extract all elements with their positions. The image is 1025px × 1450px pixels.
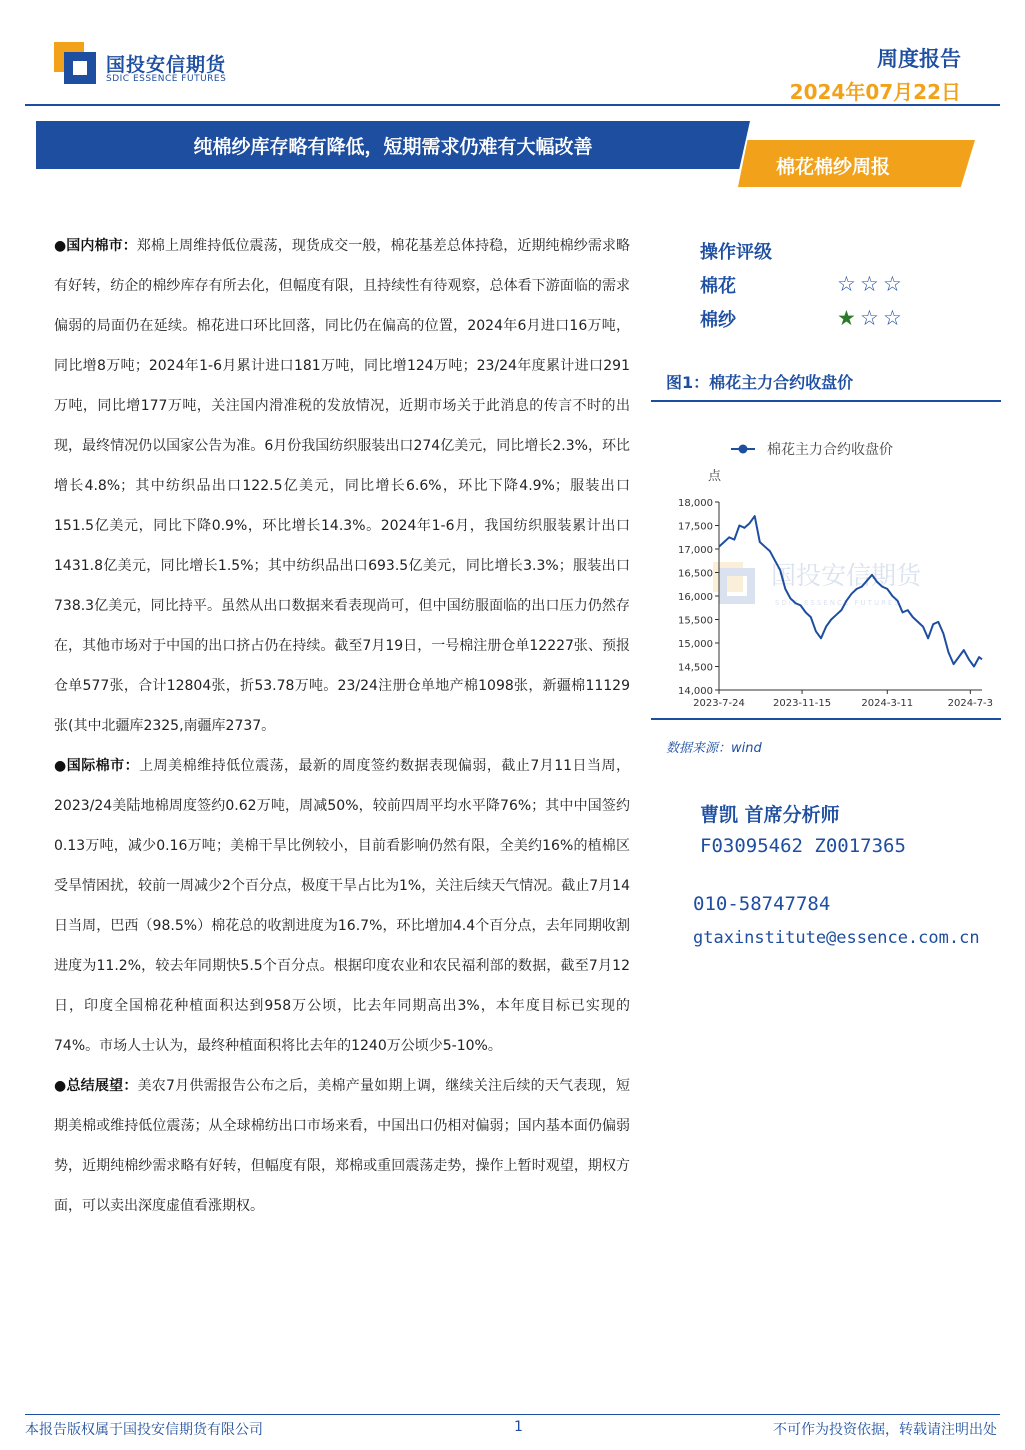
section-label: ●国内棉市： (54, 238, 137, 254)
report-date: 2024年07月22日 (789, 80, 961, 104)
footer-divider (25, 1414, 1000, 1415)
star-icon: ☆ (883, 272, 902, 296)
watermark-text: 国投安信期货 (771, 561, 922, 590)
star-icon: ☆ (860, 306, 879, 330)
header-divider (25, 104, 1000, 106)
series-line-cotton-price (719, 516, 982, 666)
paragraph-outlook (54, 1066, 630, 1226)
y-tick-label: 16,500 (678, 568, 713, 580)
y-tick-label: 18,000 (678, 498, 713, 509)
rating-stars (837, 272, 906, 296)
y-tick-label: 17,000 (678, 545, 713, 556)
x-tick-label: 2023-7-24 (693, 698, 745, 709)
x-tick-label: 2023-11-15 (772, 698, 832, 709)
rating-title: 操作评级 (700, 242, 772, 263)
rating-item-label: 棉纱 (700, 310, 736, 331)
paragraph-text: 郑棉上周维持低位震荡，现货成交一般，棉花基差总体持稳，近期纯棉纱需求略有好转，纺企的棉纱库存有所去化，但幅度有限，且持续性有待观察，总体看下游面临的需求偏弱的局面仍在延续。棉花进口环比回落，同比仍在偏高的位置，2024年6月进口16万吨，同比增8万吨；2024年1-6月累计进口181万吨，同比增124万吨；23/24年度累计进口291万吨，同比增177万吨，关注国内滑准税的发放情况，近期市场关于此消息的传言不时的出现，最终情况仍以国家公告为准。6月份我国纺织服装出口274亿美元，同比增长2.3%，环比增长4.8%；其中纺织品出口122.5亿美元，同比增长6.6%，环比下降4.9%；服装出口151.5亿美元，同比下降0.9%，环比增长14.3%。2024年1-6月，我国纺织服装累计出口1431.8亿美元，同比增长1.5%；其中纺织品出口693.5亿美元，同比增长3.3%；服装出口738.3亿美元，同比持平。虽然从出口数据来看表现尚可，但中国纺服面临的出口压力仍然存在，其他市场对于中国的出口挤占仍在持续。截至7月19日，一号棉注册仓单12227张、预报仓单577张，合计12804张，折53.78万吨。23/24注册仓单地产棉1098张，新疆棉11129张(其中北疆库2325,南疆库2737。 (54, 238, 631, 734)
paragraph-international (54, 746, 630, 1066)
data-source: 数据来源：wind (666, 741, 762, 756)
figure-divider-top (651, 400, 1001, 402)
footer-copyright: 本报告版权属于国投安信期货有限公司 (25, 1422, 263, 1438)
rating-item-label: 棉花 (700, 276, 736, 297)
star-icon: ★ (837, 306, 856, 330)
rating-stars (837, 306, 906, 330)
section-label: ●总结展望： (54, 1078, 138, 1094)
paragraph-domestic (54, 226, 630, 746)
star-icon: ☆ (837, 272, 856, 296)
x-tick-label: 2024-7-3 (947, 698, 994, 709)
legend-marker (739, 445, 748, 454)
star-icon: ☆ (860, 272, 879, 296)
headline: 纯棉纱库存略有降低，短期需求仍难有大幅改善 (193, 136, 593, 158)
y-tick-label: 14,500 (678, 662, 713, 674)
y-tick-label: 15,500 (678, 615, 713, 627)
price-line-chart (651, 404, 1001, 716)
watermark-text-en: SDIC ESSENCE FUTURES (775, 599, 901, 607)
sdic-logo-icon (54, 42, 98, 86)
y-tick-label: 17,500 (678, 521, 713, 533)
main-body (54, 226, 630, 1226)
watermark-logo-icon (713, 562, 743, 592)
y-tick-label: 15,000 (678, 639, 713, 650)
section-label: ●国际棉市： (54, 758, 140, 774)
brand-name-en: SDIC ESSENCE FUTURES (106, 74, 227, 84)
rating-row-yarn (700, 306, 902, 332)
analyst-name: 曹凯 首席分析师 (700, 804, 840, 826)
footer-disclaimer: 不可作为投资依据，转载请注明出处 (773, 1422, 997, 1438)
analyst-phone: 010-58747784 (693, 893, 831, 915)
legend-label: 棉花主力合约收盘价 (767, 442, 893, 458)
paragraph-text: 美农7月供需报告公布之后，美棉产量如期上调，继续关注后续的天气表现，短期美棉或维持低位震荡；从全球棉纺出口市场来看，中国出口仍相对偏弱；国内基本面仍偏弱势，近期纯棉纱需求略有好转，但幅度有限，郑棉或重回震荡走势，操作上暂时观望，期权方面，可以卖出深度虚值看涨期权。 (54, 1078, 630, 1214)
rating-row-cotton (700, 272, 902, 298)
y-tick-label: 16,000 (678, 592, 713, 603)
report-name: 棉花棉纱周报 (775, 156, 890, 178)
star-icon: ☆ (883, 306, 902, 330)
figure-title: 图1：棉花主力合约收盘价 (666, 373, 854, 392)
paragraph-text: 上周美棉维持低位震荡，最新的周度签约数据表现偏弱，截止7月11日当周，2023/24美陆地棉周度签约0.62万吨，周减50%，较前四周平均水平降76%；其中中国签约0.13万吨，减少0.16万吨；美棉干旱比例较小，目前看影响仍然有限，全美约16%的植棉区受旱情困扰，较前一周减少2个百分点，极度干旱占比为1%，关注后续天气情况。截止7月14日当周，巴西（98.5%）棉花总的收割进度为16.7%，环比增加4.4个百分点，去年同期收割进度为11.2%，较去年同期快5.5个百分点。根据印度农业和农民福利部的数据，截至7月12日，印度全国棉花种植面积达到958万公顷，比去年同期高出3%，本年度目标已实现的74%。市场人士认为，最终种植面积将比去年的1240万公顷少5-10%。 (54, 758, 630, 1054)
page-number: 1 (514, 1419, 523, 1435)
watermark (713, 561, 923, 607)
y-tick-label: 14,000 (678, 686, 713, 697)
y-axis-label: 点 (708, 469, 722, 484)
brand-name: 国投安信期货 (106, 54, 227, 76)
analyst-email[interactable]: gtaxinstitute@essence.com.cn (693, 928, 980, 948)
analyst-license-ids: F03095462 Z0017365 (700, 835, 906, 857)
x-tick-label: 2024-3-11 (861, 698, 914, 709)
doc-type: 周度报告 (877, 47, 961, 71)
figure-divider-bottom (651, 718, 1001, 720)
